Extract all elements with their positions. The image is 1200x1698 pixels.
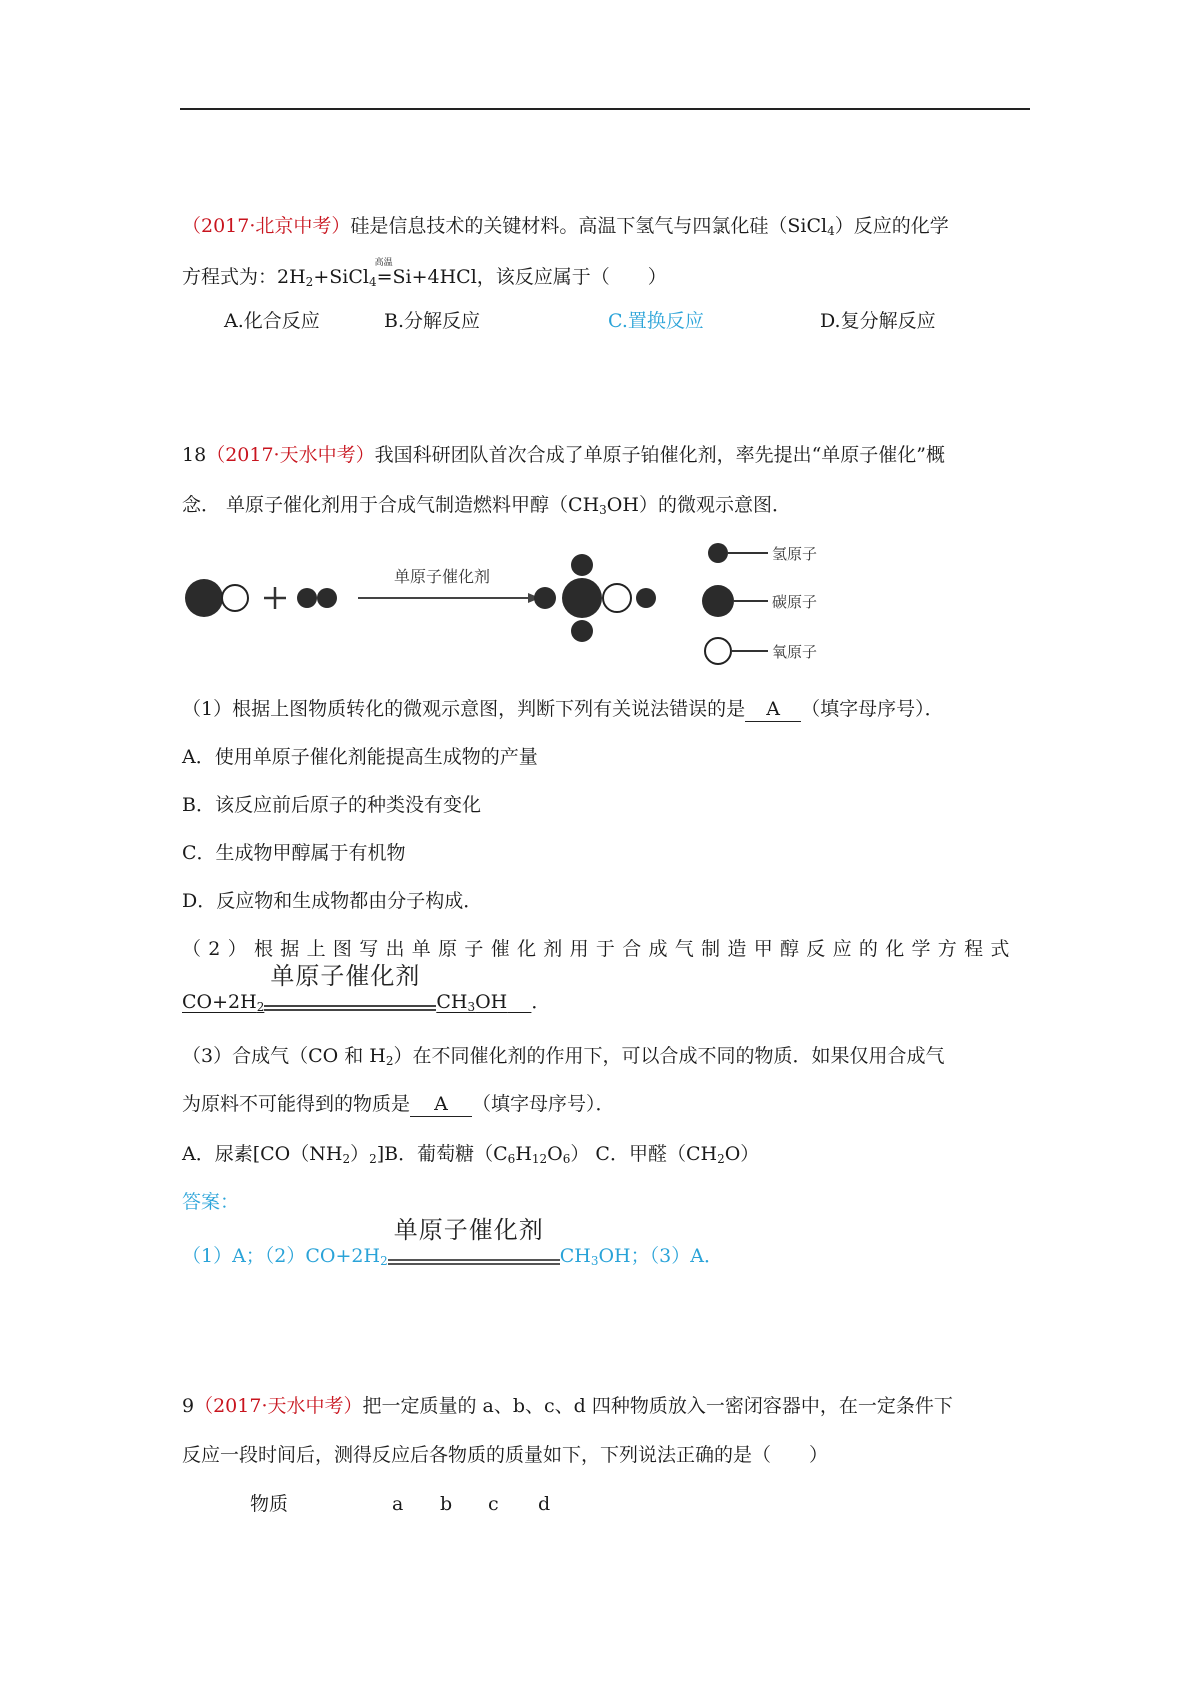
q18-choice-c: C．生成物甲醇属于有机物 bbox=[182, 842, 406, 864]
reaction-diagram bbox=[180, 530, 900, 680]
q1-option-b: B.分解反应 bbox=[384, 310, 481, 332]
q18-part3-line1: （3）合成气（CO 和 $H_2$）在不同催化剂的作用下，可以合成不同的物质．如果仅用合成气 bbox=[182, 1045, 945, 1068]
answer-line: （1）A；$(2)CO+2H_2$ 单原子催化剂 $CH_3OH$；（3）A． bbox=[182, 1216, 723, 1268]
methanol-oxygen bbox=[603, 584, 631, 612]
q9-line1: 9（2017·天水中考）把一定质量的 a、b、c、d 四种物质放入一密闭容器中，在一定条件下 bbox=[182, 1395, 953, 1417]
q1-option-d: D.复分解反应 bbox=[820, 310, 936, 332]
header-rule bbox=[180, 108, 1030, 110]
q1-option-a: A.化合反应 bbox=[224, 310, 320, 332]
q18-part1: （1）根据上图物质转化的微观示意图，判断下列有关说法错误的是 A （填字母序号）． bbox=[182, 698, 944, 720]
co-oxygen-atom bbox=[222, 585, 248, 611]
h2-atom-1 bbox=[297, 588, 317, 608]
q18-choice-b: B．该反应前后原子的种类没有变化 bbox=[182, 794, 481, 816]
legend-carbon-label: 碳原子 bbox=[772, 593, 818, 611]
q1-option-c: C.置换反应 bbox=[608, 310, 704, 332]
table-header-a: a bbox=[392, 1493, 404, 1515]
part3-answer-blank: A bbox=[410, 1092, 472, 1117]
methanol-h-left bbox=[534, 587, 556, 609]
catalyst-label: 单原子催化剂 bbox=[394, 567, 491, 586]
q1-source: （2017·北京中考） bbox=[182, 215, 351, 237]
legend-carbon-swatch bbox=[702, 585, 734, 617]
part1-answer-blank: A bbox=[745, 697, 801, 722]
table-header-c: c bbox=[488, 1493, 499, 1515]
q18-part2-line1: （2）根据上图写出单原子催化剂用于合成气制造甲醇反应的化学方程式 bbox=[182, 938, 1017, 960]
q18-choice-d: D．反应物和生成物都由分子构成． bbox=[182, 890, 483, 912]
q18-source: （2017·天水中考） bbox=[206, 444, 375, 466]
q9-source: （2017·天水中考） bbox=[194, 1395, 363, 1417]
q18-choice-a: A．使用单原子催化剂能提高生成物的产量 bbox=[182, 746, 538, 768]
answer-catalyst-equals-sign: 单原子催化剂 bbox=[388, 1242, 560, 1270]
methanol-h-bottom bbox=[571, 620, 593, 642]
table-header-d: d bbox=[538, 1493, 551, 1515]
h2-atom-2 bbox=[317, 588, 337, 608]
table-header-b: b bbox=[440, 1493, 453, 1515]
legend-hydrogen-swatch bbox=[708, 543, 728, 563]
q18-line1: 18（2017·天水中考）我国科研团队首次合成了单原子铂催化剂，率先提出“单原子催化”概 bbox=[182, 444, 946, 466]
q1-line2: 方程式为：$2H_2+SiCl_4$ 高温 =Si+4HCl，该反应属于（ ） bbox=[182, 258, 667, 289]
q1-line1: （2017·北京中考）硅是信息技术的关键材料。高温下氢气与四氯化硅（SiCl$_4$）反应的化学 bbox=[182, 215, 949, 238]
catalyst-equals-sign: 单原子催化剂 bbox=[264, 988, 436, 1016]
methanol-h-top bbox=[571, 554, 593, 576]
table-header-substance: 物质 bbox=[250, 1493, 289, 1515]
legend-hydrogen-label: 氢原子 bbox=[772, 545, 818, 563]
q18-part2-equation: $CO+2H_2$ 单原子催化剂 $CH_3OH$ ． bbox=[182, 962, 551, 1014]
q18-line2: 念． 单原子催化剂用于合成气制造燃料甲醇$(CH_3OH)$的微观示意图． bbox=[182, 494, 791, 517]
legend-oxygen-label: 氧原子 bbox=[772, 643, 818, 661]
q18-part3-options: A．尿素$[CO(NH_2)_2]B$．葡萄糖$(C_6H_{12}O_6)$ C．甲醛$(CH_2O)$ bbox=[182, 1143, 760, 1166]
legend-oxygen-swatch bbox=[705, 638, 731, 664]
methanol-carbon bbox=[562, 578, 602, 618]
q18-part3-line2: 为原料不可能得到的物质是 A （填字母序号）． bbox=[182, 1093, 615, 1115]
co-carbon-atom bbox=[185, 579, 223, 617]
equals-with-condition: 高温 = bbox=[374, 258, 393, 288]
methanol-h-right bbox=[636, 588, 656, 608]
answer-label: 答案： bbox=[182, 1191, 240, 1213]
q9-line2: 反应一段时间后，测得反应后各物质的质量如下，下列说法正确的是（ ） bbox=[182, 1444, 829, 1466]
